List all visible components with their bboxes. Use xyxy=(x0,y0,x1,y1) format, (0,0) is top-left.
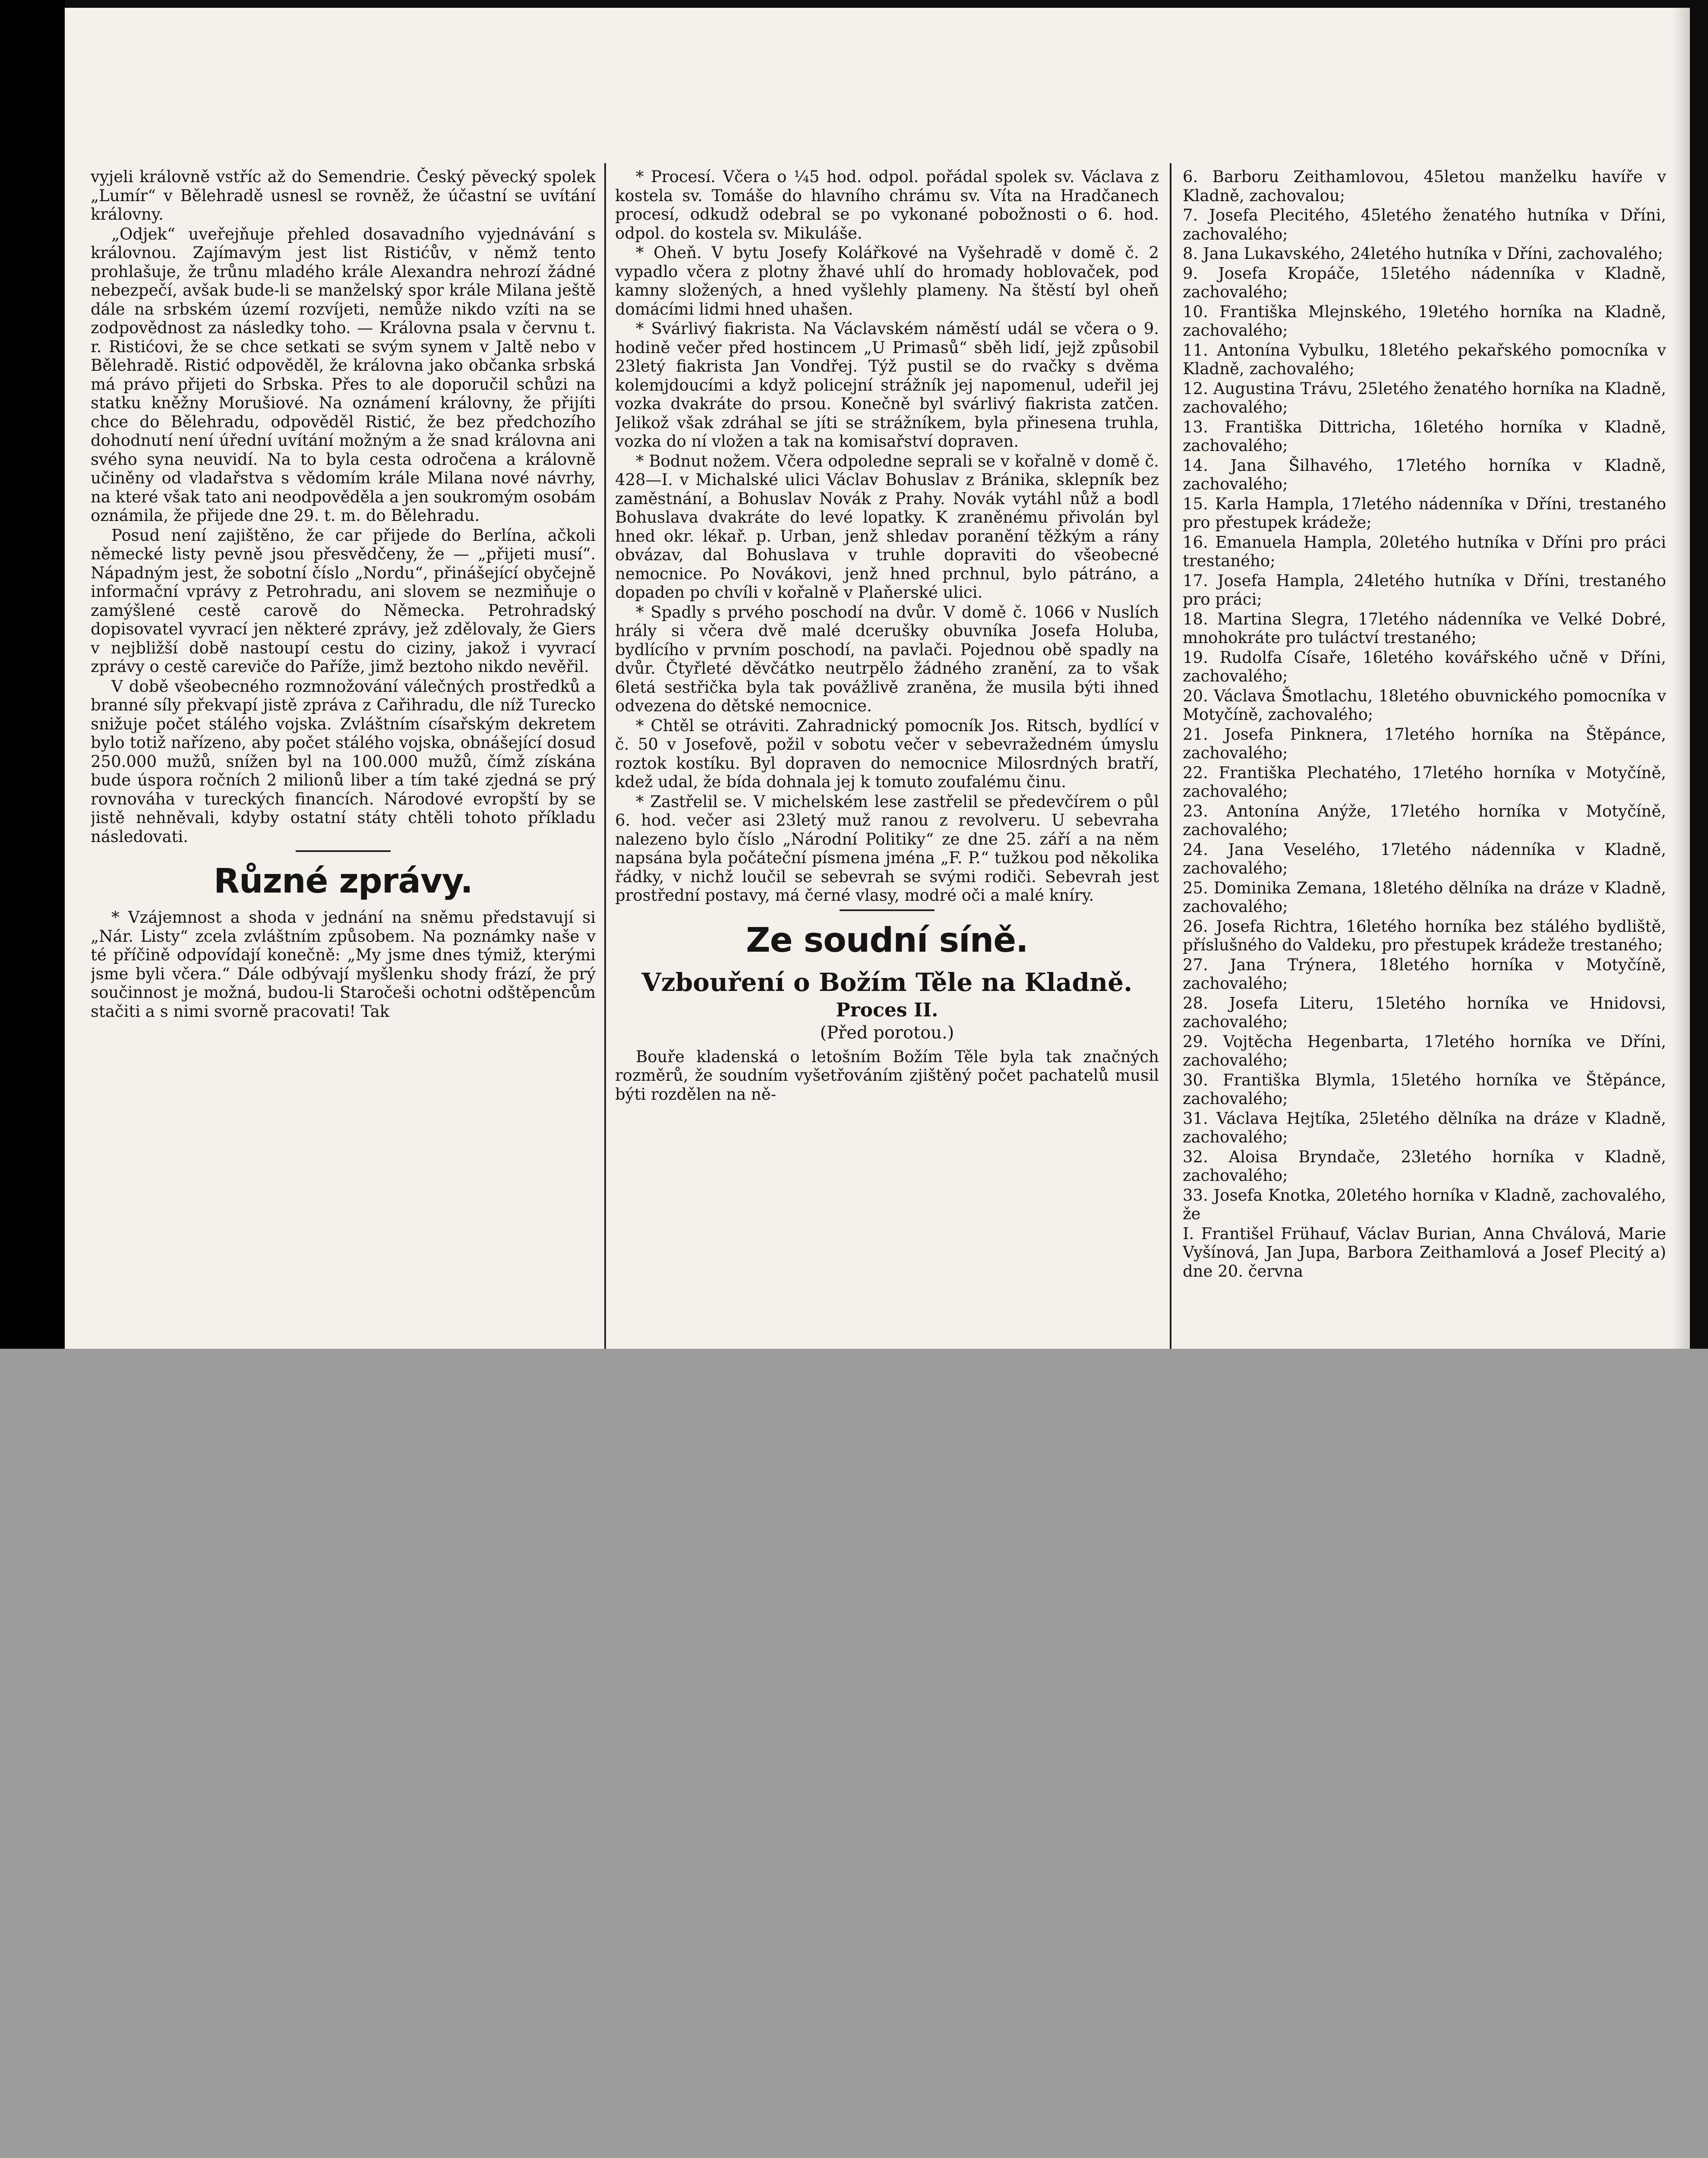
news-item: * Oheň. V bytu Josefy Kolářkové na Vyšehradě v domě č. 2 vypadlo včera z plotny žhavé uhlí do hromady hoblovaček, pod kamny složených, a hned vyšlehly plameny. Na štěstí byl oheň domácími lidmi hned uhašen. xyxy=(615,243,1159,319)
defendant-entry: 14. Jana Šilhavého, 17letého horníka v Kladně, zachovalého; xyxy=(1183,456,1666,493)
column-right xyxy=(1183,167,1666,1349)
defendant-entry: 18. Martina Slegra, 17letého nádenníka ve Velké Dobré, mnohokráte pro tuláctví trestaného; xyxy=(1183,609,1666,647)
defendant-entry: 20. Václava Šmotlachu, 18letého obuvnického pomocníka v Motyčíně, zachovalého; xyxy=(1183,686,1666,724)
article-paragraph: vyjeli královně vstříc až do Semendrie. Český pěvecký spolek „Lumír“ v Bělehradě usnesl se rovněž, že účastní se uvítání královny. xyxy=(91,167,596,224)
article-paragraph: Bouře kladenská o letošním Božím Těle byla tak značných rozměrů, že soudním vyšetřováním zjištěný počet pachatelů musil býti rozdělen na ně- xyxy=(615,1047,1159,1104)
defendant-entry: 6. Barboru Zeithamlovou, 45letou manželku havíře v Kladně, zachovalou; xyxy=(1183,167,1666,205)
news-item: * Procesí. Včera o ¼5 hod. odpol. pořádal spolek sv. Václava z kostela sv. Tomáše do hlavního chrámu sv. Víta na Hradčanech procesí, odkudž odebral se po vykonané pobožnosti o 6. hod. odpol. do kostela sv. Mikuláše. xyxy=(615,167,1159,243)
defendant-entry: 17. Josefa Hampla, 24letého hutníka v Dříni, trestaného pro práci; xyxy=(1183,571,1666,609)
news-item: * Svárlivý fiakrista. Na Václavském náměstí udál se včera o 9. hodině večer před hostincem „U Primasů“ sběh lidí, jejž způsobil 23letý fiakrista Jan Vondřej. Týž pustil se do rvačky s dvěma kolemjdoucími a když policejní strážník jej napomenul, udeřil jej vozka dvakráte do prsou. Konečně byl svárlivý fiakrista zatčen. Jelikož však zdráhal se jíti se strážníkem, byla přinesena truhla, vozka do ní vložen a tak na komisařství dopraven. xyxy=(615,319,1159,451)
page-fold-shadow xyxy=(1673,8,1690,1349)
column-left xyxy=(91,167,596,1349)
defendant-entry: 30. Františka Blymla, 15letého horníka ve Štěpánce, zachovalého; xyxy=(1183,1070,1666,1108)
defendant-entry: 28. Josefa Literu, 15letého horníka ve Hnidovsi, zachovalého; xyxy=(1183,994,1666,1031)
defendant-entry: I. Františel Frühauf, Václav Burian, Anna Chválová, Marie Vyšínová, Jan Jupa, Barbora Zeithamlová a Josef Plecitý a) dne 20. června xyxy=(1183,1224,1666,1281)
defendant-entry: 15. Karla Hampla, 17letého nádenníka v Dříni, trestaného pro přestupek krádeže; xyxy=(1183,494,1666,532)
defendant-entry: 26. Josefa Richtra, 16letého horníka bez stálého bydliště, příslušného do Valdeku, pro přestupek krádeže trestaného; xyxy=(1183,917,1666,954)
article-paragraph: * Vzájemnost a shoda v jednání na sněmu představují si „Nár. Listy“ zcela zvláštním způsobem. Na poznámky naše v té příčině odpovídají konečně: „My jsme dnes týmiž, kterými jsme byli včera.“ Dále odbývají myšlenku shody frází, že prý součinnost je možná, budou-li Staročeši ochotni odštěpencům stačiti a s nimi svorně pracovati! Tak xyxy=(91,908,596,1021)
scan-left-edge xyxy=(0,0,65,1349)
defendant-entry: 29. Vojtěcha Hegenbarta, 17letého horníka ve Dříni, zachovalého; xyxy=(1183,1032,1666,1070)
court-case-title: Vzbouření o Božím Těle na Kladně. xyxy=(641,967,1133,997)
defendant-entry: 11. Antonína Vybulku, 18letého pekařského pomocníka v Kladně, zachovalého; xyxy=(1183,341,1666,378)
court-case-subtitle: Proces II. xyxy=(836,999,938,1021)
defendant-entry: 31. Václava Hejtíka, 25letého dělníka na dráze v Kladně, zachovalého; xyxy=(1183,1109,1666,1146)
defendant-entry: 16. Emanuela Hampla, 20letého hutníka v Dříni pro práci trestaného; xyxy=(1183,533,1666,570)
defendant-entry: 13. Františka Dittricha, 16letého horníka v Kladně, zachovalého; xyxy=(1183,417,1666,455)
article-paragraph: „Odjek“ uveřejňuje přehled dosavadního vyjednávání s královnou. Zajímavým jest list Ristićův, v němž tento prohlašuje, že trůnu mladého krále Alexandra nehrozí žádné nebezpečí, avšak bude-li se manželský spor krále Milana ještě dále na srbském území rozvíjeti, nemůže nikdo vzíti na se zodpovědnost za následky toho. — Královna psala v červnu t. r. Ristićovi, že se chce setkati se svým synem v Jaltě nebo v Bělehradě. Ristić odpověděl, že královna jako občanka srbská má právo přijeti do Srbska. Přes to ale doporučil schůzi na statku kněžny Morušiové. Na oznámení královny, že přijíti chce do Bělehradu, odpověděl Ristić, že bez předchozího dohodnutí není úřední uvítání možným a že snad královna ani svého syna neuvidí. Na to byla cesta odročena a královně učiněny od vladařstva s vědomím krále Milana nové návrhy, na které však tato ani neodpověděla a jen soukromým osobám oznámila, že přijede dne 29. t. m. do Bělehradu. xyxy=(91,224,596,525)
newspaper-page xyxy=(65,8,1690,1349)
column-rule-1 xyxy=(604,163,606,1349)
defendant-entry: 33. Josefa Knotka, 20letého horníka v Kladně, zachovalého, že xyxy=(1183,1186,1666,1223)
defendant-entry: 12. Augustina Trávu, 25letého ženatého horníka na Kladně, zachovalého; xyxy=(1183,379,1666,416)
section-divider xyxy=(840,909,935,911)
article-paragraph: V době všeobecného rozmnožování válečných prostředků a branné síly překvapí jistě zpráva z Cařihradu, dle níž Turecko snižuje počet stálého vojska. Zvláštním císařským dekretem bylo totiž nařízeno, aby počet stálého vojska, obnášející dosud 250.000 mužů, snížen byl na 100.000 mužů, čímž získána bude úspora ročních 2 milionů liber a tím také zjedná se prý rovnováha v tureckých financích. Národové evropští by se jistě nehněvali, kdyby ostatní státy chtěli tohoto příkladu následovati. xyxy=(91,677,596,846)
section-heading: Různé zprávy. xyxy=(213,862,473,901)
defendant-entry: 24. Jana Veselého, 17letého nádenníka v Kladně, zachovalého; xyxy=(1183,840,1666,877)
defendant-entry: 25. Dominika Zemana, 18letého dělníka na dráze v Kladně, zachovalého; xyxy=(1183,878,1666,916)
defendant-entry: 27. Jana Trýnera, 18letého horníka v Motyčíně, zachovalého; xyxy=(1183,955,1666,993)
column-rule-2 xyxy=(1170,163,1171,1349)
news-item: * Spadly s prvého poschodí na dvůr. V domě č. 1066 v Nuslích hrály si včera dvě malé dcerušky obuvníka Josefa Holuba, bydlícího v prvním poschodí, na pavlači. Pojednou obě spadly na dvůr. Čtyřleté děvčátko neutrpělo žádného zranění, za to však 6letá sestřička byla tak povážlivě zraněna, že musila býti ihned odvezena do dětské nemocnice. xyxy=(615,603,1159,715)
article-paragraph: Posud není zajištěno, že car přijede do Berlína, ačkoli německé listy pevně jsou přesvědčeny, že — „přijeti musí“. Nápadným jest, že sobotní číslo „Nordu“, přinášející obyčejně informační vprávy z Petrohradu, ani slovem se nezmiňuje o zamýšlené cestě carově do Německa. Petrohradský dopisovatel vyvrací jen některé zprávy, jež zdělovaly, že Giers v nejbližší době nastoupí cestu do ciziny, jakož i vyvrací zprávy o cestě careviče do Paříže, jimž beztoho nikdo nevěřil. xyxy=(91,526,596,676)
court-section-heading: Ze soudní síně. xyxy=(746,921,1028,960)
defendant-entry: 21. Josefa Pinknera, 17letého horníka na Štěpánce, zachovalého; xyxy=(1183,725,1666,762)
defendant-entry: 22. Františka Plechatého, 17letého horníka v Motyčíně, zachovalého; xyxy=(1183,763,1666,801)
column-middle xyxy=(615,167,1159,1349)
news-item: * Chtěl se otráviti. Zahradnický pomocník Jos. Ritsch, bydlící v č. 50 v Josefově, požil v sobotu večer v sebevražedném úmyslu roztok kostíku. Byl dopraven do nemocnice Milosrdných bratří, kdež udal, že bída dohnala jej k tomuto zoufalému činu. xyxy=(615,716,1159,791)
court-case-note: (Před porotou.) xyxy=(820,1022,954,1043)
defendant-entry: 23. Antonína Anýže, 17letého horníka v Motyčíně, zachovalého; xyxy=(1183,801,1666,839)
defendant-entry: 10. Františka Mlejnského, 19letého horníka na Kladně, zachovalého; xyxy=(1183,302,1666,340)
defendant-entry: 19. Rudolfa Císaře, 16letého kovářského učně v Dříni, zachovalého; xyxy=(1183,648,1666,685)
defendant-entry: 8. Jana Lukavského, 24letého hutníka v Dříni, zachovalého; xyxy=(1183,244,1663,263)
defendant-entry: 7. Josefa Plecitého, 45letého ženatého hutníka v Dříni, zachovalého; xyxy=(1183,206,1666,243)
section-divider xyxy=(296,850,391,852)
news-item: * Bodnut nožem. Včera odpoledne seprali se v kořalně v domě č. 428—I. v Michalské ulici Václav Bohuslav z Bránika, sklepník bez zaměstnání, a Bohuslav Novák z Prahy. Novák vytáhl nůž a bodl Bohuslava dvakráte do levé lopatky. K zraněnému přivolán byl hned okr. lékař. p. Urban, jenž shledav poranění těžkým a rány obvázav, dal Bohuslava v truhle dopraviti do všeobecné nemocnice. Po Novákovi, jenž hned prchnul, bylo pátráno, a dopaden po chvíli v kořalně v Plaňerské ulici. xyxy=(615,451,1159,602)
news-item: * Zastřelil se. V michelském lese zastřelil se předevčírem o půl 6. hod. večer asi 23letý muž ranou z revolveru. U sebevraha nalezeno bylo číslo „Národní Politiky“ ze dne 25. září a na něm napsána byla počáteční písmena jména „F. P.“ tužkou pod několika řádky, v nichž loučil se sebevrah se svými rodiči. Sebevrah jest prostřední postavy, má černé vlasy, modré oči a malé kníry. xyxy=(615,792,1159,905)
defendant-entry: 9. Josefa Kropáče, 15letého nádenníka v Kladně, zachovalého; xyxy=(1183,264,1666,301)
defendant-entry: 32. Aloisa Bryndače, 23letého horníka v Kladně, zachovalého; xyxy=(1183,1147,1666,1185)
